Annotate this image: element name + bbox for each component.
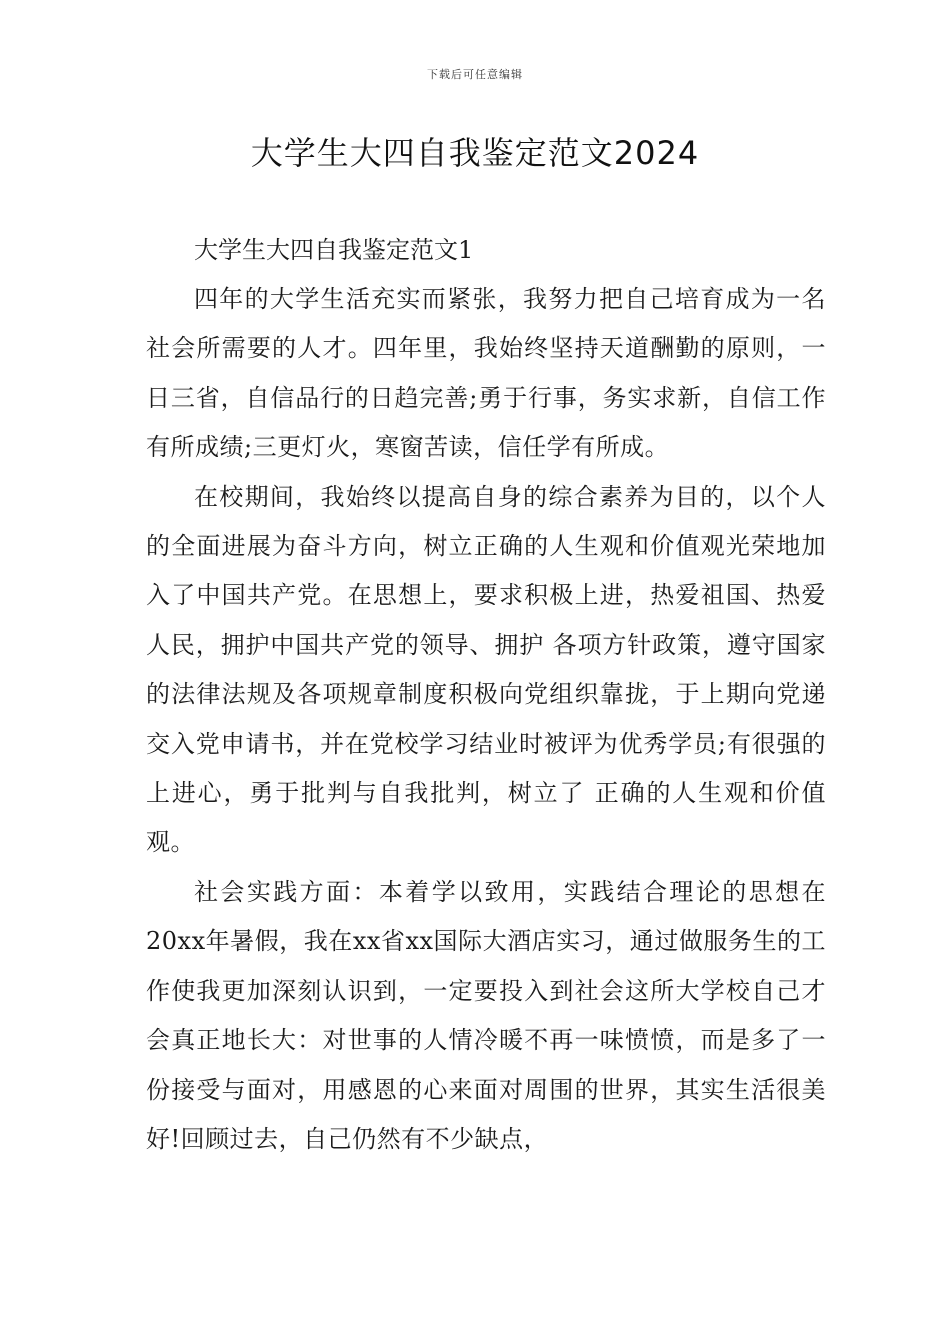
paragraph-1: 四年的大学生活充实而紧张，我努力把自己培育成为一名社会所需要的人才。四年里，我始终坚持天道酬勤的原则，一日三省，自信品行的日趋完善;勇于行事，务实求新，自信工作有所成绩;三更灯火，寒窗苦读，信任学有所成。 [146,285,826,462]
download-note: 下载后可任意编辑 [427,68,523,81]
paragraph-3: 社会实践方面：本着学以致用，实践结合理论的思想在20xx年暑假，我在xx省xx国际大酒店实习，通过做服务生的工作使我更加深刻认识到，一定要投入到社会这所大学校自己才会真正地长大：对世事的人情冷暖不再一味愤愤，而是多了一份接受与面对，用感恩的心来面对周围的世界，其实生活很美好!回顾过去，自己仍然有不少缺点， [146,877,826,1153]
section-heading: 大学生大四自我鉴定范文1 [194,236,474,264]
document-body [146,226,826,1164]
paragraph-2: 在校期间，我始终以提高自身的综合素养为目的，以个人的全面进展为奋斗方向，树立正确的人生观和价值观光荣地加入了中国共产党。在思想上，要求积极上进，热爱祖国、热爱人民，拥护中国共产党的领导、拥护 各项方针政策，遵守国家的法律法规及各项规章制度积极向党组织靠拢，于上期向党递交入党申请书，并在党校学习结业时被评为优秀学员;有很强的上进心，勇于批判与自我批判，树立了 正确的人生观和价值观。 [146,482,826,857]
document-title: 大学生大四自我鉴定范文2024 [250,134,700,172]
